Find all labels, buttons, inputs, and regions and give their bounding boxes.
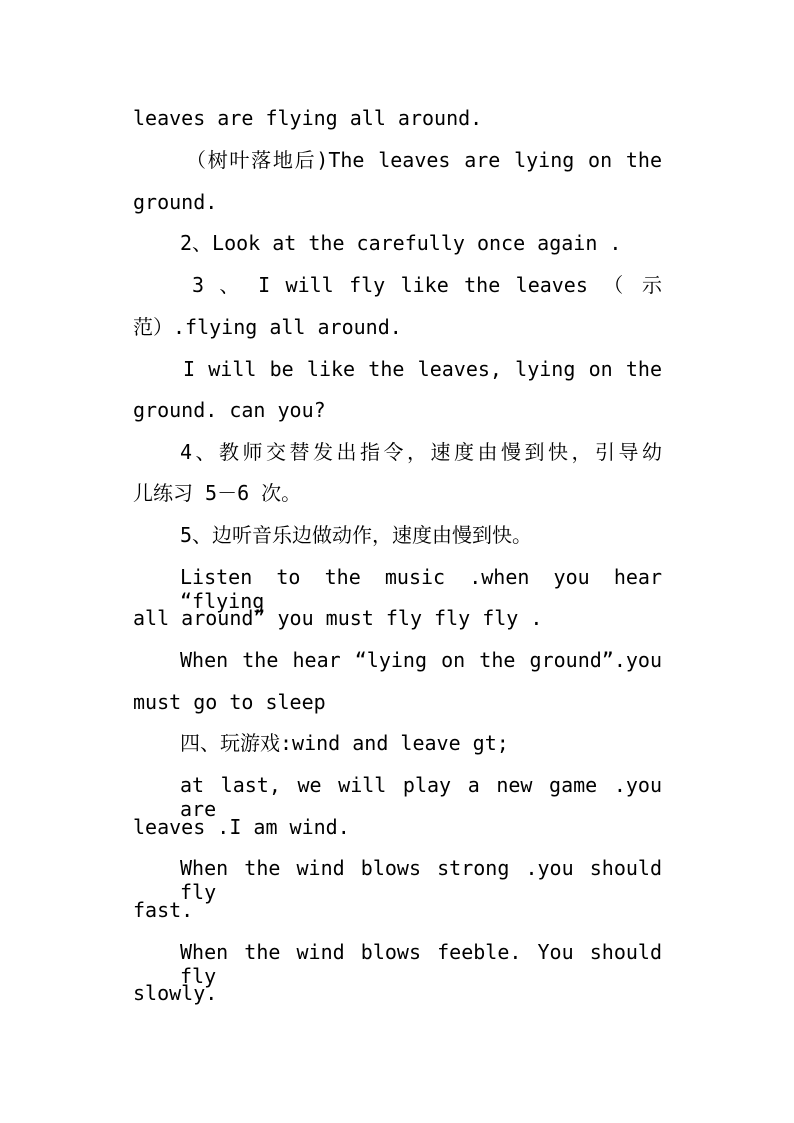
text-line: Listen to the music .when you hear “flying [180, 565, 662, 613]
text-line: When the hear “lying on the ground”.you [180, 648, 662, 672]
text-line: ground. can you? [133, 398, 326, 422]
text-line: at last, we will play a new game .you are [180, 773, 662, 821]
text-line: leaves .I am wind. [133, 815, 350, 839]
text-line: ground. [133, 190, 218, 214]
text-line: all around” you must fly fly fly . [133, 606, 543, 630]
text-line: slowly. [133, 981, 218, 1005]
text-line: must go to sleep [133, 690, 326, 714]
text-line: 3 、 I will fly like the leaves （ 示 [192, 273, 662, 297]
text-line: leaves are flying all around. [133, 106, 483, 130]
text-line: When the wind blows feeble. You should fly [180, 940, 662, 988]
text-line: 4、教师交替发出指令，速度由慢到快，引导幼 [180, 440, 662, 464]
text-line: 2、Look at the carefully once again . [180, 231, 622, 255]
text-line: 儿练习 5－6 次。 [133, 481, 302, 505]
text-line: 5、边听音乐边做动作，速度由慢到快。 [180, 523, 533, 547]
text-line: I will be like the leaves, lying on the [183, 357, 662, 381]
text-line: 四、玩游戏:wind and leave gt; [180, 731, 509, 755]
text-line: When the wind blows strong .you should fly [180, 856, 662, 904]
text-line: 范）.flying all around. [133, 315, 402, 339]
text-line: （树叶落地后)The leaves are lying on the [186, 148, 662, 172]
text-line: fast. [133, 898, 194, 922]
